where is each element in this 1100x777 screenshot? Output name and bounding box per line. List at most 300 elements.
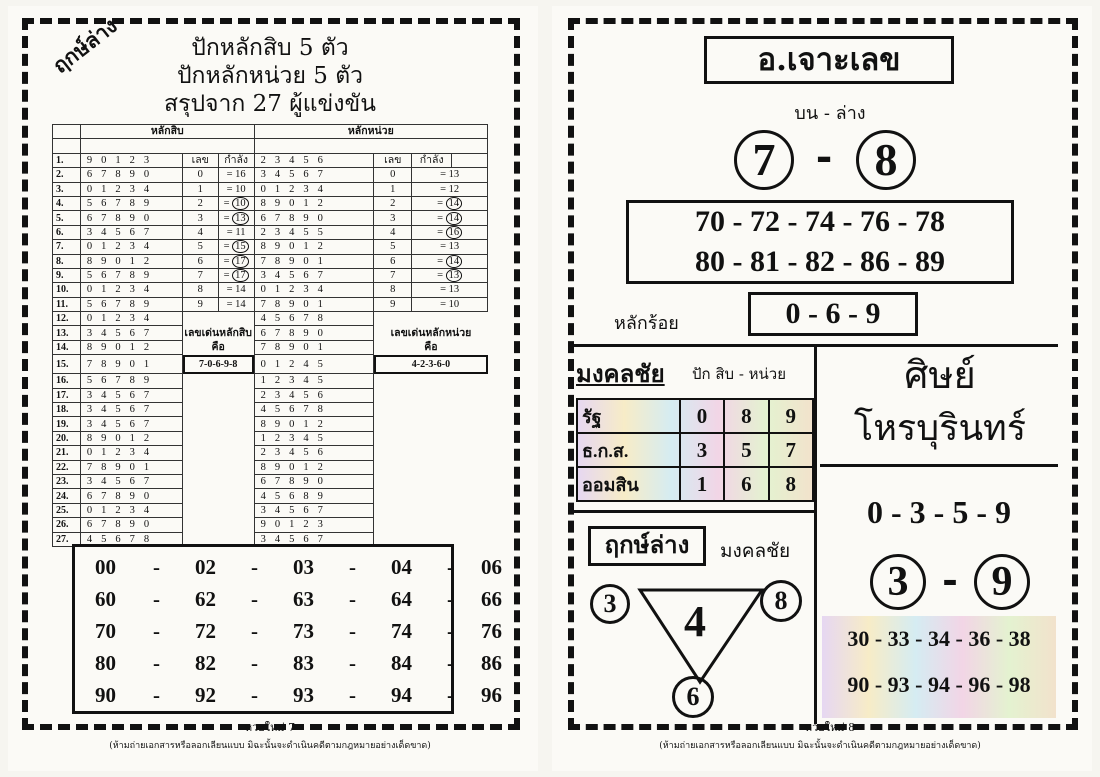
table-row <box>53 268 488 282</box>
tens-header: หลักสิบ <box>80 125 254 139</box>
tens-sequence: 01234 <box>80 503 182 517</box>
tens-sequence: 78901 <box>80 460 182 474</box>
row-number: 3. <box>53 182 81 196</box>
triangle-left-number: 3 <box>590 584 630 624</box>
units-sequence: 23456 <box>254 153 374 167</box>
units-sequence: 34567 <box>254 268 374 282</box>
units-empty <box>374 374 488 388</box>
summary-number: 66 <box>481 587 502 611</box>
row-number: 17. <box>53 388 81 402</box>
units-sequence: 23456 <box>254 446 374 460</box>
summary-number: 83 <box>293 651 314 675</box>
tens-empty <box>182 503 254 517</box>
units-count-value: = 13 <box>412 283 488 297</box>
units-promo-cell <box>374 355 488 374</box>
tens-count-text: 17 <box>232 255 249 268</box>
units-sequence: 67890 <box>254 211 374 225</box>
main-number-right: 8 <box>856 130 916 190</box>
tens-sequence: 01234 <box>80 446 182 460</box>
units-col-number: เลข <box>374 153 412 167</box>
table-row <box>53 153 488 167</box>
units-count-value: = 16 <box>412 225 488 239</box>
tens-promo-label: เลขเด่นหลักสิบ <box>184 327 252 339</box>
summary-number: 06 <box>481 555 502 579</box>
units-empty <box>374 431 488 445</box>
tens-promo-is: คือ <box>211 342 225 354</box>
table-row <box>53 340 488 354</box>
row-number: 16. <box>53 374 81 388</box>
tens-count-text: 10 <box>235 183 246 195</box>
units-count-text: 10 <box>448 298 460 310</box>
tens-sequence: 89012 <box>80 254 182 268</box>
units-count-text: 13 <box>448 241 460 253</box>
left-stamp: ฤกษ์ล่าง <box>47 12 122 79</box>
triangle-center-number: 4 <box>684 597 706 646</box>
mongkol-row-label: รัฐ <box>577 399 680 433</box>
summary-dash: - <box>447 651 454 675</box>
tens-empty <box>182 374 254 388</box>
tens-count-value: = 10 <box>218 196 254 210</box>
summary-number: 96 <box>481 683 502 707</box>
left-disclaimer: (ห้ามถ่ายเอกสารหรือลอกเลียนแบบ มิฉะนั้นจะดำเนินคดีตามกฎหมายอย่างเด็ดขาด) <box>109 741 431 751</box>
row-number: 21. <box>53 446 81 460</box>
units-sequence: 01245 <box>254 355 374 374</box>
summary-number: 64 <box>391 587 412 611</box>
summary-number: 02 <box>195 555 216 579</box>
table-header-spacer <box>53 139 488 153</box>
table-cell <box>452 153 488 167</box>
units-count-value: = 14 <box>412 211 488 225</box>
summary-dash: - <box>153 651 160 675</box>
row-number: 19. <box>53 417 81 431</box>
units-count-number: 4 <box>374 225 412 239</box>
units-col-power: กำลัง <box>412 153 452 167</box>
tens-sequence: 67890 <box>80 489 182 503</box>
summary-dash: - <box>447 619 454 643</box>
tens-count-number: 9 <box>182 297 218 311</box>
units-count-text: 13 <box>446 269 463 282</box>
table-row <box>53 182 488 196</box>
units-count-number: 3 <box>374 211 412 225</box>
mongkol-row-label: ธ.ก.ส. <box>577 433 680 467</box>
table-row <box>53 196 488 210</box>
summary-number: 70 <box>95 619 116 643</box>
table-row <box>53 254 488 268</box>
summary-number: 74 <box>391 619 412 643</box>
table-header-row <box>53 125 488 139</box>
student-pairs-box <box>822 616 1056 718</box>
row-number: 7. <box>53 240 81 254</box>
summary-number: 84 <box>391 651 412 675</box>
units-count-number: 1 <box>374 182 412 196</box>
divider-left-lower <box>572 510 814 513</box>
units-sequence: 01234 <box>254 283 374 297</box>
units-empty <box>374 489 488 503</box>
units-count-text: 13 <box>448 284 460 296</box>
units-sequence: 89012 <box>254 196 374 210</box>
units-sequence: 89012 <box>254 460 374 474</box>
units-count-value: = 14 <box>412 254 488 268</box>
table-row <box>53 355 488 374</box>
units-empty <box>374 446 488 460</box>
row-number: 6. <box>53 225 81 239</box>
row-number: 24. <box>53 489 81 503</box>
summary-number: 73 <box>293 619 314 643</box>
units-count-text: 14 <box>446 212 463 225</box>
tens-count-text: 11 <box>235 226 246 238</box>
tens-count-text: 14 <box>235 284 246 296</box>
units-sequence: 34567 <box>254 168 374 182</box>
units-sequence: 67890 <box>254 326 374 340</box>
triangle-title: ฤกษ์ล่าง <box>588 526 706 566</box>
tens-sequence: 67890 <box>80 168 182 182</box>
tens-count-text: 13 <box>232 212 249 225</box>
units-count-value: = 12 <box>412 182 488 196</box>
corner-cell <box>53 125 81 139</box>
units-sequence: 78901 <box>254 340 374 354</box>
mongkol-row <box>577 433 813 467</box>
tens-count-number: 8 <box>182 283 218 297</box>
row-number: 11. <box>53 297 81 311</box>
table-row <box>53 374 488 388</box>
row-number: 23. <box>53 474 81 488</box>
tens-sequence: 90123 <box>80 153 182 167</box>
tens-sequence: 01234 <box>80 312 182 326</box>
tens-promo-cell <box>182 355 254 374</box>
table-row <box>53 312 488 326</box>
row-number: 12. <box>53 312 81 326</box>
tens-empty <box>182 403 254 417</box>
tens-sequence: 01234 <box>80 182 182 196</box>
row-number: 20. <box>53 431 81 445</box>
tens-count-text: 10 <box>232 197 249 210</box>
main-number-left: 7 <box>734 130 794 190</box>
summary-number: 04 <box>391 555 412 579</box>
right-page-label: หวยใหม่ 8 <box>804 721 856 734</box>
row-number: 22. <box>53 460 81 474</box>
units-empty <box>374 388 488 402</box>
units-count-number: 6 <box>374 254 412 268</box>
mongkol-value: 9 <box>769 399 813 433</box>
units-promo-is: คือ <box>424 342 438 354</box>
units-count-number: 7 <box>374 268 412 282</box>
summary-number: 00 <box>95 555 116 579</box>
summary-number: 03 <box>293 555 314 579</box>
tens-sequence: 56789 <box>80 297 182 311</box>
student-pairs-2: 90 - 93 - 94 - 96 - 98 <box>847 672 1031 697</box>
units-sequence: 12345 <box>254 431 374 445</box>
tens-sequence: 34567 <box>80 326 182 340</box>
tens-count-value: = 15 <box>218 240 254 254</box>
student-digits: 0 - 3 - 5 - 9 <box>867 494 1011 530</box>
summary-dash: - <box>447 587 454 611</box>
tens-empty <box>182 474 254 488</box>
score-table <box>52 124 488 547</box>
units-count-value: = 13 <box>412 168 488 182</box>
left-page-label: หวยใหม่ 7 <box>244 721 296 734</box>
summary-number: 63 <box>293 587 314 611</box>
row-number: 26. <box>53 518 81 532</box>
units-sequence: 12345 <box>254 374 374 388</box>
pairs-line-2: 80 - 81 - 82 - 86 - 89 <box>695 245 945 278</box>
tens-sequence: 78901 <box>80 355 182 374</box>
title-line-1: ปักหลักสิบ 5 ตัว <box>191 35 349 61</box>
tens-count-number: 2 <box>182 196 218 210</box>
row-number: 27. <box>53 532 81 546</box>
tens-empty <box>182 312 254 326</box>
units-sequence: 23455 <box>254 225 374 239</box>
mongkol-title: มงคลชัย <box>576 359 665 388</box>
mongkol-value: 7 <box>769 433 813 467</box>
tens-count-number: 4 <box>182 225 218 239</box>
mongkol-value: 6 <box>724 467 768 501</box>
mongkol-row <box>577 399 813 433</box>
units-promo-label: เลขเด่นหลักหน่วย <box>390 327 472 339</box>
tens-sequence: 34567 <box>80 474 182 488</box>
units-count-text: 16 <box>446 226 463 239</box>
tens-empty <box>182 417 254 431</box>
tens-sequence: 56789 <box>80 196 182 210</box>
summary-number: 62 <box>195 587 216 611</box>
table-row <box>53 460 488 474</box>
table-row <box>53 431 488 445</box>
table-row <box>53 240 488 254</box>
divider-vertical <box>814 344 817 724</box>
summary-dash: - <box>447 683 454 707</box>
triangle-bottom-number: 6 <box>672 676 714 718</box>
triangle-right-number: 8 <box>760 580 802 622</box>
row-number: 8. <box>53 254 81 268</box>
units-sequence: 01234 <box>254 182 374 196</box>
units-count-value: = 10 <box>412 297 488 311</box>
summary-dash: - <box>349 619 356 643</box>
right-disclaimer: (ห้ามถ่ายเอกสารหรือลอกเลียนแบบ มิฉะนั้นจะดำเนินคดีตามกฎหมายอย่างเด็ดขาด) <box>659 741 981 751</box>
tens-sequence: 34567 <box>80 403 182 417</box>
tens-sequence: 01234 <box>80 283 182 297</box>
row-number: 9. <box>53 268 81 282</box>
summary-number: 93 <box>293 683 314 707</box>
tens-empty <box>182 518 254 532</box>
tens-count-value: = 14 <box>218 283 254 297</box>
mongkol-value: 8 <box>724 399 768 433</box>
units-empty <box>374 312 488 326</box>
units-count-value: = 13 <box>412 240 488 254</box>
summary-dash: - <box>349 683 356 707</box>
table-row <box>53 417 488 431</box>
row-number: 2. <box>53 168 81 182</box>
tens-sequence: 34567 <box>80 388 182 402</box>
row-number: 15. <box>53 355 81 374</box>
student-pairs-1: 30 - 33 - 34 - 36 - 38 <box>847 626 1031 651</box>
tens-empty <box>182 446 254 460</box>
units-count-text: 13 <box>448 169 460 181</box>
summary-dash: - <box>349 555 356 579</box>
units-sequence: 34567 <box>254 503 374 517</box>
units-count-text: 12 <box>448 183 460 195</box>
right-title: อ.เจาะเลข <box>704 36 954 84</box>
title-line-3: สรุปจาก 27 ผู้แข่งขัน <box>164 91 376 117</box>
hundreds-label: หลักร้อย <box>614 313 679 334</box>
summary-number: 82 <box>195 651 216 675</box>
table-row <box>53 211 488 225</box>
table-row <box>53 283 488 297</box>
tens-count-value: = 10 <box>218 182 254 196</box>
units-sequence: 78901 <box>254 254 374 268</box>
tens-promo-value: 7-0-6-9-8 <box>183 355 254 374</box>
units-sequence: 34567 <box>254 532 374 546</box>
summary-dash: - <box>251 651 258 675</box>
tens-count-value: = 17 <box>218 254 254 268</box>
table-row <box>53 503 488 517</box>
units-sequence: 89012 <box>254 417 374 431</box>
units-sequence: 23456 <box>254 388 374 402</box>
table-cell <box>53 139 81 153</box>
student-right-number: 9 <box>974 554 1030 610</box>
summary-dash: - <box>251 587 258 611</box>
hundreds-value: 0 - 6 - 9 <box>748 292 918 336</box>
tens-sequence: 67890 <box>80 518 182 532</box>
units-count-text: 14 <box>446 197 463 210</box>
units-count-value: = 13 <box>412 268 488 282</box>
tens-sequence: 67890 <box>80 211 182 225</box>
table-row <box>53 518 488 532</box>
main-dash: - <box>815 133 833 180</box>
table-cell <box>254 139 487 153</box>
summary-number: 60 <box>95 587 116 611</box>
upper-lower-label: บน - ล่าง <box>794 103 866 124</box>
tens-count-number: 7 <box>182 268 218 282</box>
units-empty <box>374 403 488 417</box>
pairs-box <box>626 200 1014 284</box>
units-header: หลักหน่วย <box>254 125 487 139</box>
summary-dash: - <box>251 555 258 579</box>
summary-number: 94 <box>391 683 412 707</box>
student-line-1: ศิษย์ <box>904 353 976 397</box>
units-count-number: 5 <box>374 240 412 254</box>
tens-empty <box>182 460 254 474</box>
mongkol-row <box>577 467 813 501</box>
row-number: 13. <box>53 326 81 340</box>
table-row <box>53 225 488 239</box>
summary-dash: - <box>153 555 160 579</box>
table-row <box>53 474 488 488</box>
student-left-number: 3 <box>870 554 926 610</box>
units-empty <box>374 474 488 488</box>
tens-count-value: = 14 <box>218 297 254 311</box>
units-count-number: 0 <box>374 168 412 182</box>
student-line-2: โหรบุรินทร์ <box>853 408 1027 449</box>
mongkol-subtitle: ปัก สิบ - หน่วย <box>692 365 787 383</box>
triangle-subtitle: มงคลชัย <box>720 540 791 562</box>
table-row <box>53 446 488 460</box>
summary-dash: - <box>153 619 160 643</box>
table-row <box>53 297 488 311</box>
units-empty <box>374 460 488 474</box>
units-sequence: 45678 <box>254 312 374 326</box>
tens-count-number: 0 <box>182 168 218 182</box>
pairs-line-1: 70 - 72 - 74 - 76 - 78 <box>695 205 945 238</box>
left-summary-box <box>72 544 502 714</box>
table-row <box>53 403 488 417</box>
units-empty <box>374 518 488 532</box>
row-number: 18. <box>53 403 81 417</box>
row-number: 25. <box>53 503 81 517</box>
summary-dash: - <box>153 587 160 611</box>
row-number: 1. <box>53 153 81 167</box>
units-sequence: 45678 <box>254 403 374 417</box>
tens-count-text: 15 <box>232 240 249 253</box>
units-count-number: 8 <box>374 283 412 297</box>
summary-dash: - <box>447 555 454 579</box>
tens-empty <box>182 489 254 503</box>
tens-sequence: 34567 <box>80 225 182 239</box>
tens-count-number: 6 <box>182 254 218 268</box>
mongkol-value: 5 <box>724 433 768 467</box>
summary-dash: - <box>251 619 258 643</box>
tens-count-number: 3 <box>182 211 218 225</box>
units-count-text: 14 <box>446 255 463 268</box>
mongkol-table <box>576 398 814 502</box>
units-empty <box>374 503 488 517</box>
mongkol-value: 3 <box>680 433 724 467</box>
tens-count-value: = 16 <box>218 168 254 182</box>
row-number: 4. <box>53 196 81 210</box>
table-row <box>53 326 488 340</box>
title-line-2: ปักหลักหน่วย 5 ตัว <box>176 63 364 89</box>
mongkol-row-label: ออมสิน <box>577 467 680 501</box>
summary-dash: - <box>349 587 356 611</box>
units-sequence: 89012 <box>254 240 374 254</box>
summary-number: 72 <box>195 619 216 643</box>
summary-dash: - <box>153 683 160 707</box>
summary-number: 92 <box>195 683 216 707</box>
table-row <box>53 168 488 182</box>
tens-count-text: 16 <box>235 169 246 181</box>
summary-number: 90 <box>95 683 116 707</box>
units-empty <box>374 417 488 431</box>
units-sequence: 67890 <box>254 474 374 488</box>
tens-count-value: = 17 <box>218 268 254 282</box>
tens-sequence: 45678 <box>80 532 182 546</box>
tens-sequence: 89012 <box>80 340 182 354</box>
table-row <box>53 489 488 503</box>
table-row <box>53 388 488 402</box>
tens-count-value: = 11 <box>218 225 254 239</box>
divider-right <box>820 464 1058 467</box>
tens-empty <box>182 388 254 402</box>
summary-dash: - <box>349 651 356 675</box>
student-dash: - <box>942 557 958 602</box>
tens-empty <box>182 431 254 445</box>
table-cell <box>80 139 254 153</box>
units-sequence: 78901 <box>254 297 374 311</box>
tens-count-number: 5 <box>182 240 218 254</box>
summary-number: 76 <box>481 619 502 643</box>
tens-count-value: = 13 <box>218 211 254 225</box>
units-count-number: 9 <box>374 297 412 311</box>
units-count-number: 2 <box>374 196 412 210</box>
tens-sequence: 56789 <box>80 268 182 282</box>
units-count-value: = 14 <box>412 196 488 210</box>
units-sequence: 45689 <box>254 489 374 503</box>
tens-count-number: 1 <box>182 182 218 196</box>
mongkol-value: 0 <box>680 399 724 433</box>
units-sequence: 90123 <box>254 518 374 532</box>
tens-sequence: 01234 <box>80 240 182 254</box>
row-number: 5. <box>53 211 81 225</box>
mongkol-value: 1 <box>680 467 724 501</box>
tens-count-text: 17 <box>232 269 249 282</box>
